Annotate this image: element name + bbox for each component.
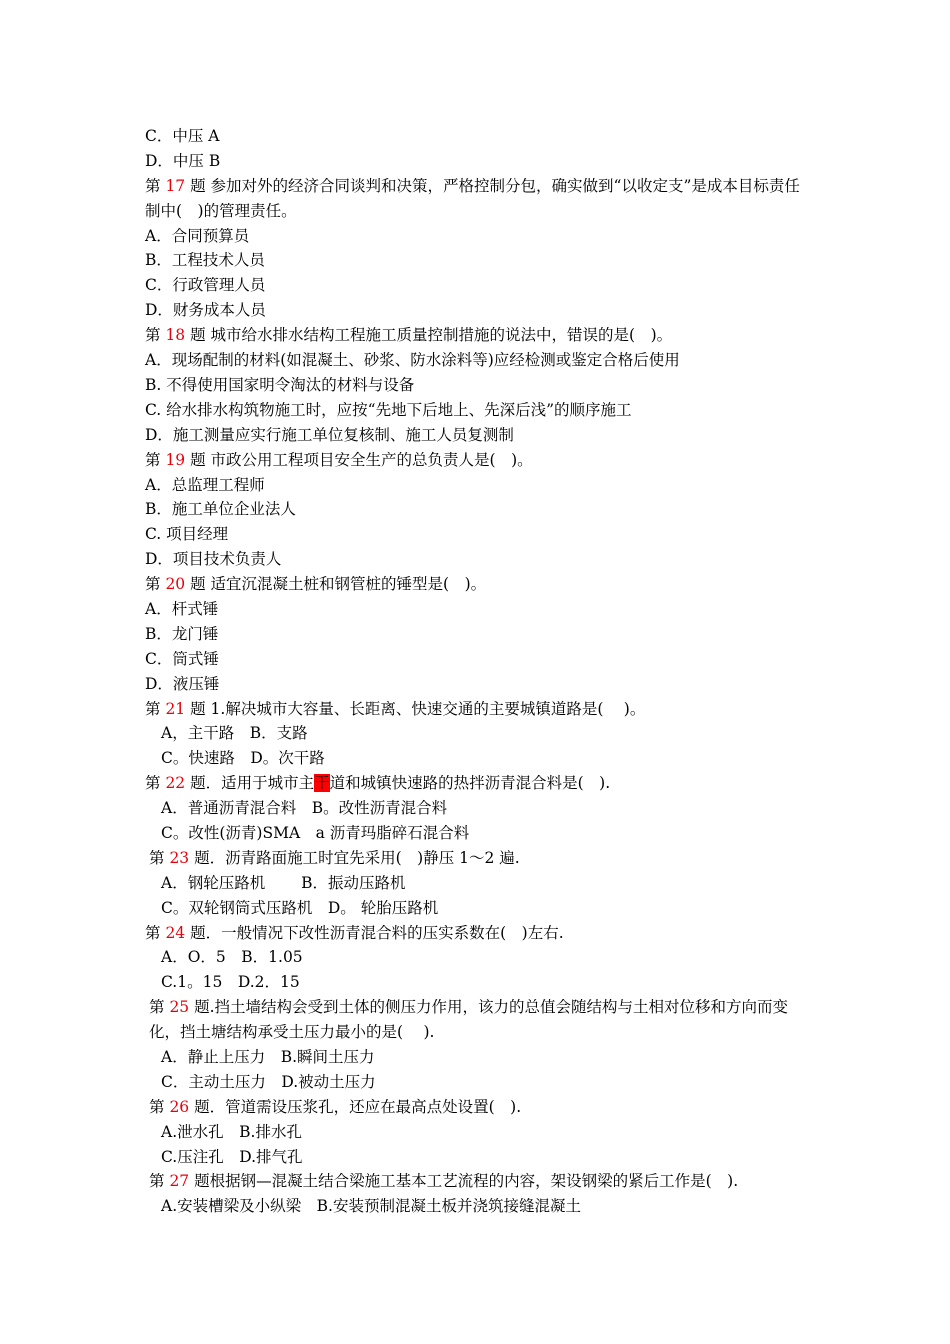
question-number: 17	[165, 176, 186, 195]
question-number: 22	[165, 774, 186, 793]
question-text: 题．管道需设压浆孔，还应在最高点处设置( ).	[189, 1097, 522, 1116]
highlighted-character: 干	[314, 774, 330, 793]
options-cd: C。快速路 D。次干路	[161, 749, 325, 768]
question-number: 18	[165, 326, 186, 345]
question-prefix: 第	[145, 923, 166, 942]
question-26	[145, 1095, 810, 1120]
question-text: 题.挡土墙结构会受到土体的侧压力作用，该力的总值会随结构与土相对位移和方向而变化，挡土塘结构承受土压力最小的是( ).	[149, 998, 789, 1042]
question-text: 题 城市给水排水结构工程施工质量控制措施的说法中，错误的是( )。	[185, 326, 673, 345]
question-text: 题根据钢—混凝土结合梁施工基本工艺流程的内容，架设钢梁的紧后工作是( ).	[189, 1172, 739, 1191]
question-number: 26	[169, 1097, 190, 1116]
question-number: 25	[169, 998, 190, 1017]
question-prefix: 第	[149, 998, 170, 1017]
option-a: A．杆式锤	[145, 599, 219, 618]
options-ab: A．静止上压力 B.瞬间土压力	[161, 1048, 375, 1067]
options-ab: A．钢轮压路机 B．振动压路机	[161, 873, 406, 892]
question-prefix: 第	[145, 326, 166, 345]
question-text: 道和城镇快速路的热拌沥青混合料是( ).	[329, 774, 611, 793]
option-a: A．总监理工程师	[145, 475, 265, 494]
question-prefix: 第	[145, 450, 166, 469]
question-25	[145, 995, 810, 1045]
options-ab: A.安装槽梁及小纵梁 B.安装预制混凝土板并浇筑接缝混凝土	[161, 1197, 581, 1216]
option-a: A．现场配制的材料(如混凝土、砂浆、防水涂料等)应经检测或鉴定合格后使用	[145, 351, 680, 370]
question-20	[145, 572, 810, 597]
options-cd: C.压注孔 D.排气孔	[161, 1147, 303, 1166]
question-17	[145, 174, 810, 224]
options-cd: C。双轮钢筒式压路机 D。 轮胎压路机	[161, 898, 439, 917]
question-prefix: 第	[145, 699, 166, 718]
question-text: 题．适用于城市主	[185, 774, 315, 793]
option-c: C．行政管理人员	[145, 276, 266, 295]
question-22	[145, 771, 810, 796]
question-prefix: 第	[145, 176, 166, 195]
options-cd: C.1。15 D.2．15	[161, 973, 300, 992]
options-ab: A，主干路 B．支路	[161, 724, 308, 743]
option-c: C. 项目经理	[145, 525, 229, 544]
question-text: 题 市政公用工程项目安全生产的总负责人是( )。	[185, 450, 533, 469]
question-text: 题 参加对外的经济合同谈判和决策，严格控制分包，确实做到“以收定支”是成本目标责任制中( )的管理责任。	[145, 176, 800, 220]
question-18	[145, 323, 810, 348]
option-c: C．筒式锤	[145, 649, 219, 668]
option-d: D．财务成本人员	[145, 301, 266, 320]
option-d: D．项目技术负责人	[145, 550, 282, 569]
exam-questions	[145, 124, 810, 1219]
option-c: C．中压 A	[145, 127, 220, 145]
question-number: 27	[169, 1172, 190, 1191]
question-number: 24	[165, 923, 186, 942]
option-b: B. 不得使用国家明令淘汰的材料与设备	[145, 375, 415, 394]
option-d: D．中压 B	[145, 151, 221, 170]
question-prefix: 第	[149, 848, 170, 867]
options-ab: A．普通沥青混合料 B。改性沥青混合料	[161, 799, 448, 818]
question-number: 21	[165, 699, 186, 718]
option-a: A．合同预算员	[145, 226, 250, 245]
question-text: 题．沥青路面施工时宜先采用( )静压 1～2 遍.	[189, 848, 520, 867]
question-text: 题 1.解决城市大容量、长距离、快速交通的主要城镇道路是( )。	[185, 699, 646, 718]
option-d: D．液压锤	[145, 674, 220, 693]
question-prefix: 第	[145, 774, 166, 793]
question-prefix: 第	[149, 1172, 170, 1191]
options-ab: A.泄水孔 B.排水孔	[161, 1122, 302, 1141]
option-d: D．施工测量应实行施工单位复核制、施工人员复测制	[145, 425, 514, 444]
option-b: B．施工单位企业法人	[145, 500, 296, 519]
question-prefix: 第	[149, 1097, 170, 1116]
option-c: C. 给水排水构筑物施工时，应按“先地下后地上、先深后浅”的顺序施工	[145, 400, 632, 419]
option-b: B．龙门锤	[145, 624, 219, 643]
question-24	[145, 921, 810, 946]
question-prefix: 第	[145, 575, 166, 594]
question-text: 题．一般情况下改性沥青混合料的压实系数在( )左右.	[185, 923, 564, 942]
options-cd: C。改性(沥青)SMA a 沥青玛脂碎石混合料	[161, 823, 470, 842]
option-b: B．工程技术人员	[145, 251, 265, 270]
question-19	[145, 448, 810, 473]
question-21	[145, 697, 810, 722]
options-ab: A．O．5 B．1.05	[161, 948, 303, 967]
question-text: 题 适宜沉混凝土桩和钢管桩的锤型是( )。	[185, 575, 487, 594]
question-number: 19	[165, 450, 186, 469]
question-number: 23	[169, 848, 190, 867]
options-cd: C．主动土压力 D.被动土压力	[161, 1072, 376, 1091]
question-23	[145, 846, 810, 871]
question-number: 20	[165, 575, 186, 594]
question-27	[145, 1169, 810, 1194]
